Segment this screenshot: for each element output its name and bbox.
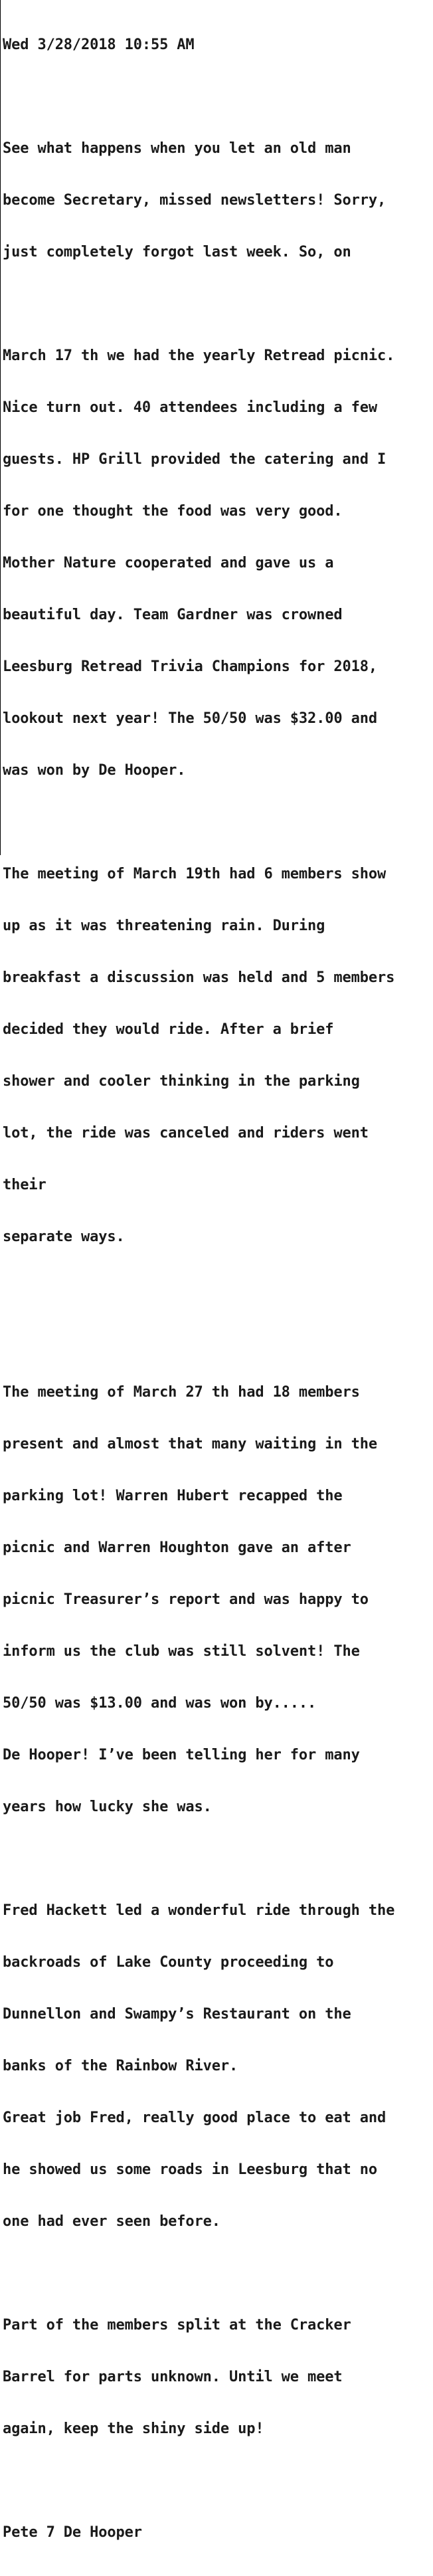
text-line: The meeting of March 27 th had 18 members: [3, 1384, 360, 1401]
text-line: inform us the club was still solvent! The: [3, 1643, 360, 1660]
blank-line: [3, 1850, 432, 1868]
text-line: Mother Nature cooperated and gave us a: [3, 555, 334, 571]
text-line: he showed us some roads in Leesburg that no: [3, 2161, 377, 2178]
text-line: March 17 th we had the yearly Retread picnic.: [3, 347, 395, 364]
blank-line: [3, 88, 432, 106]
text-line: picnic and Warren Houghton gave an after: [3, 1539, 351, 1556]
text-line: decided they would ride. After a brief: [3, 1021, 334, 1038]
text-line: for one thought the food was very good.: [3, 503, 343, 520]
text-line: lot, the ride was canceled and riders went: [3, 1125, 369, 1141]
text-line: Leesburg Retread Trivia Champions for 2018,: [3, 658, 377, 675]
text-line: Dunnellon and Swampy’s Restaurant on the: [3, 2006, 351, 2023]
text-line: The meeting of March 19th had 6 members show: [3, 866, 387, 882]
blank-line: [3, 2265, 432, 2282]
text-line: become Secretary, missed newsletters! Sorry,: [3, 192, 387, 209]
text-line: their: [3, 1177, 46, 1193]
text-line: picnic Treasurer’s report and was happy to: [3, 1591, 369, 1608]
text-line: was won by De Hooper.: [3, 762, 186, 779]
text-line: one had ever seen before.: [3, 2213, 220, 2230]
text-line: breakfast a discussion was held and 5 members: [3, 969, 395, 986]
text-line: backroads of Lake County proceeding to: [3, 1954, 334, 1971]
blank-line: [3, 2472, 432, 2490]
text-line: separate ways.: [3, 1229, 125, 1245]
text-line: Part of the members split at the Cracker: [3, 2317, 351, 2333]
text-line: just completely forgot last week. So, on: [3, 244, 351, 260]
text-line: again, keep the shiny side up!: [3, 2421, 264, 2437]
text-line: guests. HP Grill provided the catering and I: [3, 451, 387, 468]
text-line: shower and cooler thinking in the parking: [3, 1073, 360, 1090]
text-line: De Hooper! I’ve been telling her for many: [3, 1747, 360, 1763]
text-line: lookout next year! The 50/50 was $32.00 and: [3, 710, 377, 727]
text-line: Great job Fred, really good place to eat and: [3, 2110, 387, 2126]
text-line: up as it was threatening rain. During: [3, 918, 325, 934]
blank-line: [3, 1280, 432, 1298]
blank-line: [3, 814, 432, 831]
text-line: parking lot! Warren Hubert recapped the: [3, 1488, 343, 1504]
text-line: Barrel for parts unknown. Until we meet: [3, 2369, 343, 2385]
left-border-line: [0, 0, 1, 855]
newsletter-text: [3, 2, 432, 2576]
text-line: See what happens when you let an old man: [3, 140, 351, 157]
text-line: Fred Hackett led a wonderful ride through the: [3, 1902, 395, 1919]
blank-line: [3, 296, 432, 313]
date-line: Wed 3/28/2018 10:55 AM: [3, 37, 195, 53]
text-line: banks of the Rainbow River.: [3, 2058, 238, 2074]
blank-line: [3, 1332, 432, 1349]
text-line: Nice turn out. 40 attendees including a few: [3, 399, 377, 416]
text-line: beautiful day. Team Gardner was crowned: [3, 607, 343, 623]
signature-line: Pete 7 De Hooper: [3, 2524, 142, 2541]
text-line: years how lucky she was.: [3, 1799, 212, 1815]
text-line: 50/50 was $13.00 and was won by.....: [3, 1695, 317, 1712]
text-line: present and almost that many waiting in the: [3, 1436, 377, 1452]
